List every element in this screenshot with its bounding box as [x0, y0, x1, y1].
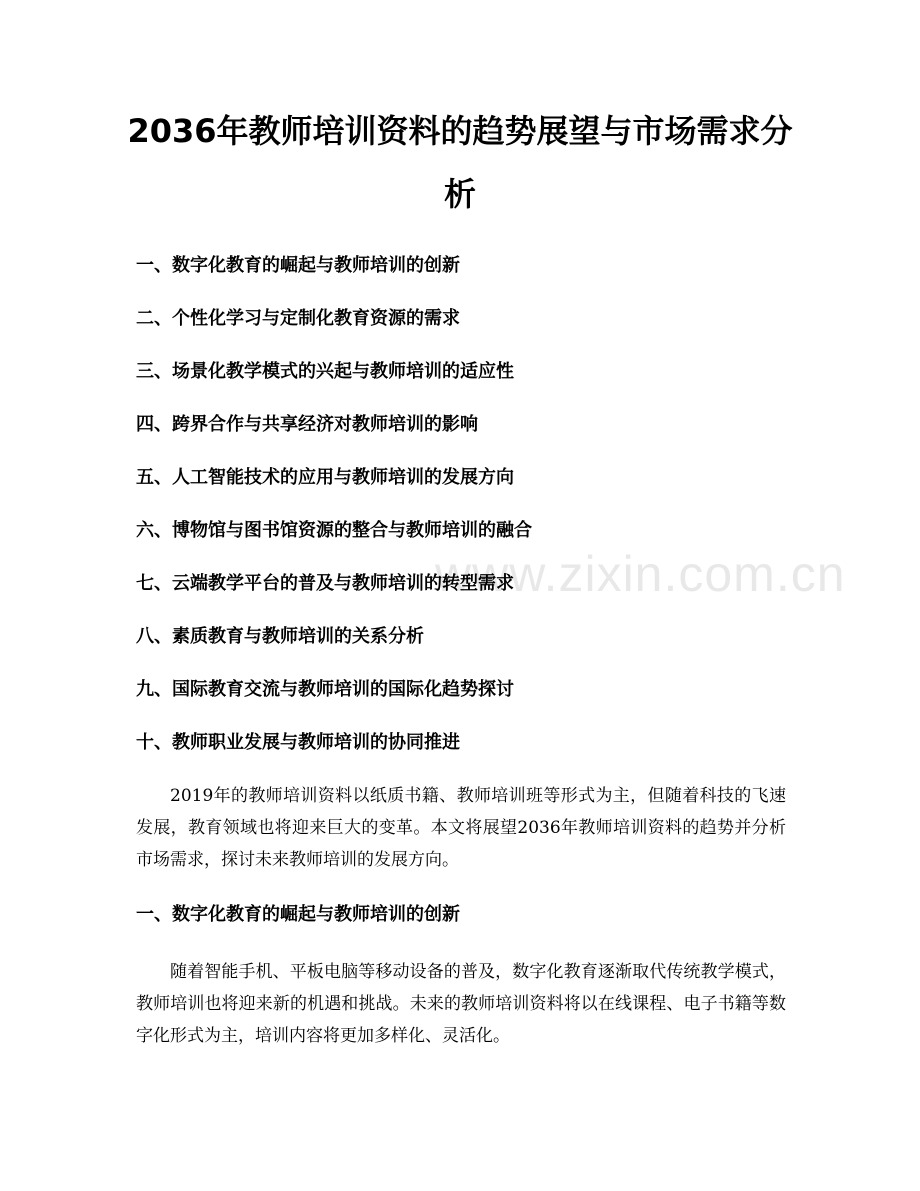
toc-item: 九、国际教育交流与教师培训的国际化趋势探讨	[136, 679, 514, 700]
toc-item: 五、人工智能技术的应用与教师培训的发展方向	[136, 467, 514, 488]
intro-paragraph: 2019年的教师培训资料以纸质书籍、教师培训班等形式为主，但随着科技的飞速发展，教育领域也将迎来巨大的变革。本文将展望2036年教师培训资料的趋势并分析市场需求，探讨未来教师培训的发展方向。	[136, 786, 786, 870]
section-paragraph: 随着智能手机、平板电脑等移动设备的普及，数字化教育逐渐取代传统教学模式，教师培训也将迎来新的机遇和挑战。未来的教师培训资料将以在线课程、电子书籍等数字化形式为主，培训内容将更加多样化、灵活化。	[136, 962, 786, 1046]
section-heading: 一、数字化教育的崛起与教师培训的创新	[136, 904, 460, 925]
toc-item: 二、个性化学习与定制化教育资源的需求	[136, 308, 460, 329]
document-title: 2036年教师培训资料的趋势展望与市场需求分析	[127, 112, 793, 213]
toc-item: 十、教师职业发展与教师培训的协同推进	[136, 732, 460, 753]
toc-item: 八、素质教育与教师培训的关系分析	[136, 626, 424, 647]
toc-item: 七、云端教学平台的普及与教师培训的转型需求	[136, 573, 514, 594]
toc-item: 三、场景化教学模式的兴起与教师培训的适应性	[136, 361, 514, 382]
toc-item: 四、跨界合作与共享经济对教师培训的影响	[136, 414, 478, 435]
table-of-contents	[136, 250, 532, 780]
toc-item: 六、博物馆与图书馆资源的整合与教师培训的融合	[136, 520, 532, 541]
toc-item: 一、数字化教育的崛起与教师培训的创新	[136, 255, 460, 276]
watermark: www.zixin.com.cn	[435, 546, 846, 602]
